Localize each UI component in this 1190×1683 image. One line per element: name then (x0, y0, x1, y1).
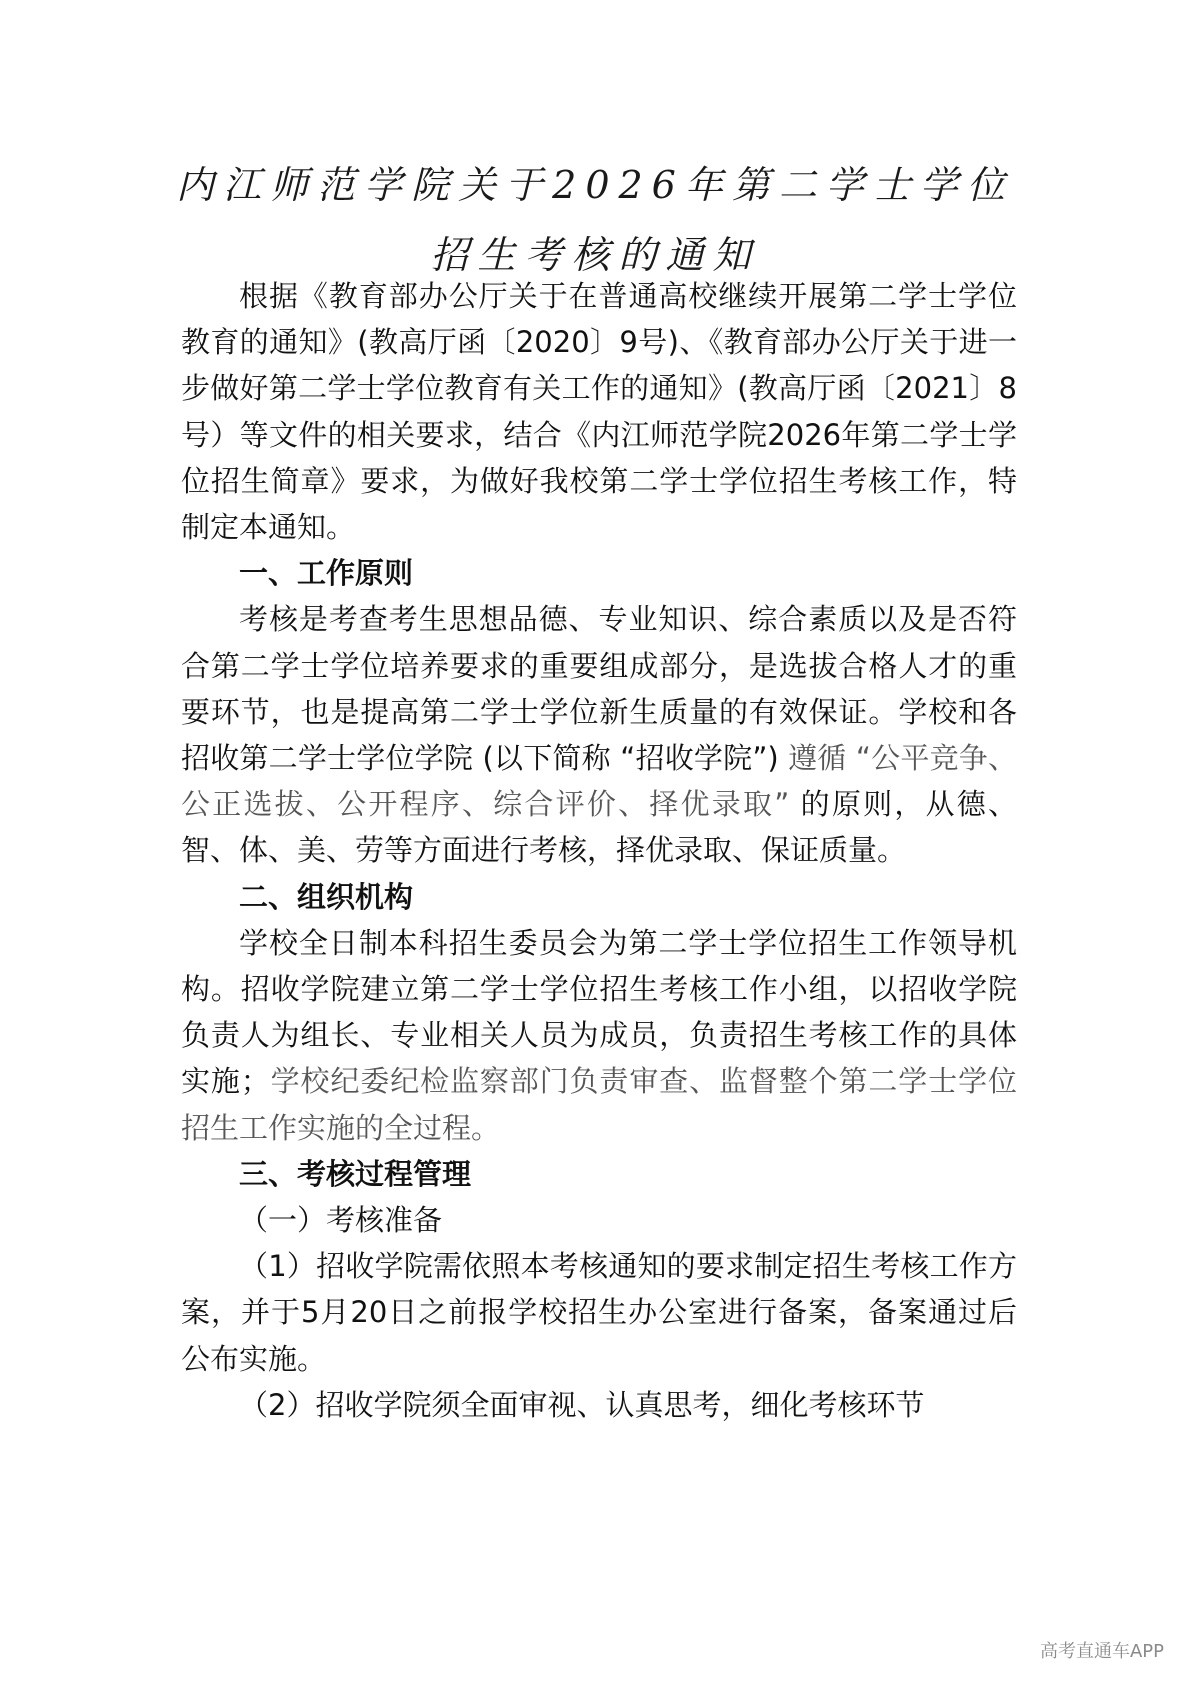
process-item-1: （1）招收学院需依照本考核通知的要求制定招生考核工作方案，并于5月20日之前报学校招生办公室进行备案，备案通过后公布实施。 (181, 1249, 1017, 1376)
document-body (181, 273, 1017, 1428)
principles-text-a: 考核是考查考生思想品德、专业知识、综合素质以及是否符合第二学士学位培养要求的重要组成部分，是选拔合格人才的重要环节，也是提高第二学士学位新生质量的有效保证。学校和各招收第二学士学位学院 (以下简称 “招收学院”) (181, 602, 1017, 776)
principles-text-b: 遵循 “公平竞争、公正选拔、公开程序、综合评价、择优录取” (181, 741, 1017, 822)
process-item-2: （2）招收学院须全面审视、认真思考，细化考核环节 (239, 1387, 925, 1422)
document-title-line-2: 招生考核的通知 (430, 233, 760, 277)
organization-paragraph (181, 920, 1017, 1151)
principles-paragraph (181, 596, 1017, 873)
subsection-preparation: （一）考核准备 (239, 1203, 443, 1238)
section-heading-organization: 二、组织机构 (239, 879, 414, 914)
document-title-line-1: 内江师范学院关于2026年第二学士学位 (176, 163, 1014, 207)
intro-paragraph: 根据《教育部办公厅关于在普通高校继续开展第二学士学位教育的通知》(教高厅函〔2020〕9号)、《教育部办公厅关于进一步做好第二学士学位教育有关工作的通知》(教高厅函〔2021〕8号）等文件的相关要求，结合《内江师范学院2026年第二学士学位招生简章》要求，为做好我校第二学士学位招生考核工作，特制定本通知。 (181, 279, 1017, 545)
organization-text-b: 学校纪委纪检监察部门负责审查、监督整个第二学士学位招生工作实施的全过程。 (181, 1064, 1017, 1145)
section-heading-process: 三、考核过程管理 (239, 1156, 472, 1191)
principles-text-c: 的原则，从德、智、体、美、劳等方面进行考核，择优录取、保证质量。 (181, 787, 1017, 868)
watermark: 高考直通车APP (1039, 1641, 1164, 1662)
section-heading-principles: 一、工作原则 (239, 556, 414, 591)
organization-text-a: 学校全日制本科招生委员会为第二学士学位招生工作领导机构。招收学院建立第二学士学位招生考核工作小组，以招收学院负责人为组长、专业相关人员为成员，负责招生考核工作的具体实施； (181, 925, 1017, 1099)
